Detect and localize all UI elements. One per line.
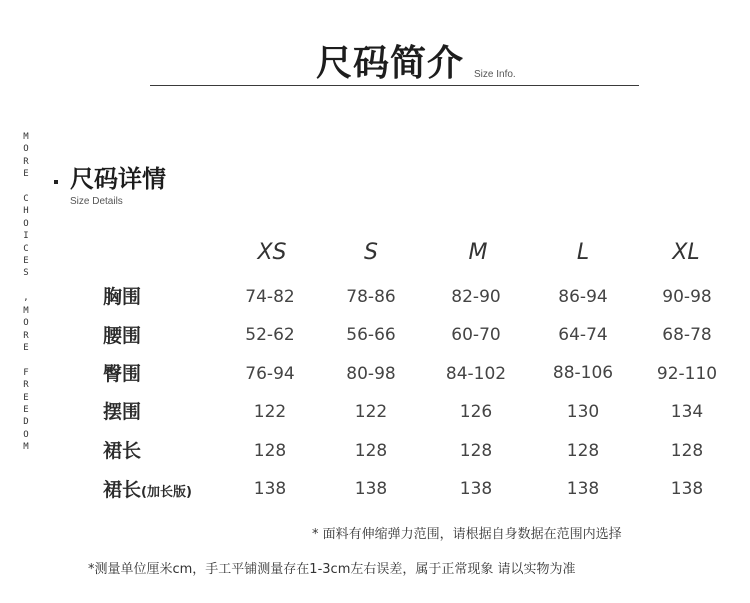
table-cell: 90-98 (662, 287, 712, 307)
table-cell: 122 (253, 402, 287, 422)
section-title: 尺码详情 (70, 165, 166, 193)
size-header-xs: XS (257, 240, 287, 265)
table-cell: 138 (459, 479, 493, 499)
row-label-note: (加长版) (141, 485, 192, 500)
table-cell: 60-70 (451, 325, 501, 345)
table-cell: 128 (670, 441, 704, 461)
size-header-m: M (468, 240, 488, 265)
row-label-waist: 腰围 (103, 325, 142, 347)
table-cell: 80-98 (346, 364, 396, 384)
section-bullet (54, 180, 58, 184)
side-vertical-text: M O R E C H O I C E S , M O R E F R E E D O M (23, 132, 29, 453)
table-cell: 138 (253, 479, 287, 499)
table-cell: 88-106 (552, 363, 614, 383)
table-cell: 128 (354, 441, 388, 461)
stretch-note: * 面料有伸缩弹力范围，请根据自身数据在范围内选择 (312, 527, 622, 542)
table-cell: 68-78 (662, 325, 712, 345)
table-cell: 78-86 (346, 287, 396, 307)
size-header-l: L (576, 240, 590, 265)
table-cell: 64-74 (558, 325, 608, 345)
table-cell: 138 (670, 479, 704, 499)
table-cell: 138 (566, 479, 600, 499)
table-cell: 84-102 (445, 364, 507, 384)
row-label-hem: 摆围 (103, 401, 142, 423)
table-cell: 56-66 (346, 325, 396, 345)
section-subtitle: Size Details (70, 196, 123, 207)
header-subtitle: Size Info. (474, 69, 516, 80)
table-cell: 92-110 (656, 364, 718, 384)
table-cell: 82-90 (451, 287, 501, 307)
header-divider (150, 85, 639, 86)
table-cell: 128 (253, 441, 287, 461)
table-cell: 76-94 (245, 364, 295, 384)
row-label-length: 裙长 (103, 440, 142, 462)
header-title: 尺码简介 (316, 43, 465, 84)
row-label-length-long: 裙长(加长版) (103, 479, 192, 501)
table-cell: 126 (459, 402, 493, 422)
table-cell: 128 (566, 441, 600, 461)
table-cell: 122 (354, 402, 388, 422)
table-cell: 128 (459, 441, 493, 461)
row-label-hip: 臀围 (103, 363, 142, 385)
table-cell: 138 (354, 479, 388, 499)
table-cell: 86-94 (558, 287, 608, 307)
table-cell: 130 (566, 402, 600, 422)
size-header-xl: XL (672, 240, 700, 265)
row-label-bust: 胸围 (103, 286, 142, 308)
table-cell: 52-62 (245, 325, 295, 345)
table-cell: 74-82 (245, 287, 295, 307)
measurement-note: *测量单位厘米cm，手工平铺测量存在1-3cm左右误差，属于正常现象 请以实物为准 (88, 562, 576, 577)
table-cell: 134 (670, 402, 704, 422)
size-header-s: S (364, 240, 378, 265)
